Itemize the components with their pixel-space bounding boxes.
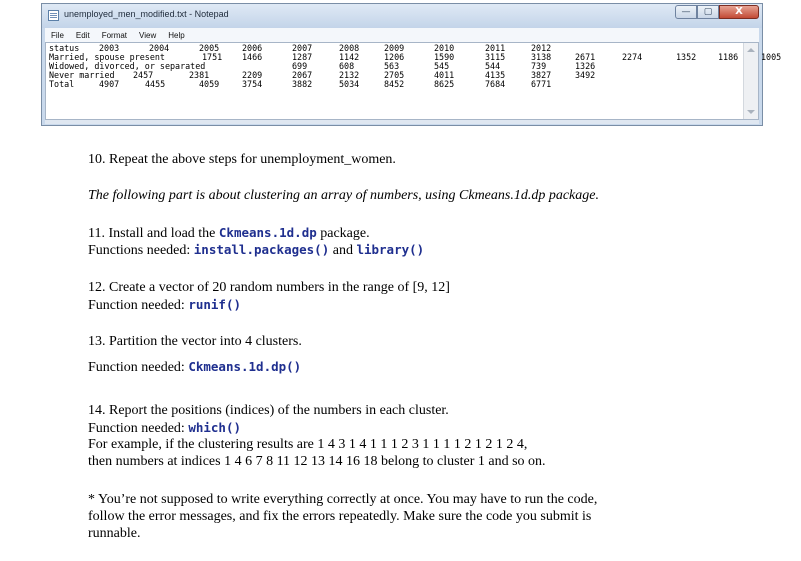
file-value: 4907 <box>99 79 120 89</box>
window-controls <box>675 5 759 20</box>
window-title: unemployed_men_modified.txt - Notepad <box>64 9 229 19</box>
file-value: 1590 <box>434 52 455 62</box>
file-row-label: Never married <box>49 70 115 80</box>
step-13-function <box>88 359 301 376</box>
library-fn: library() <box>356 242 425 257</box>
step-11-text-end: package. <box>316 226 370 241</box>
maximize-button[interactable]: ▢ <box>697 5 719 19</box>
file-value: 2005 <box>199 43 220 53</box>
file-value: 1142 <box>339 52 360 62</box>
file-value: 1206 <box>384 52 405 62</box>
menu-bar <box>45 28 759 42</box>
step-10: 10. Repeat the above steps for unemployment_women. <box>88 152 396 167</box>
functions-label: Functions needed: <box>88 243 194 258</box>
file-value: 2209 <box>242 70 263 80</box>
step-14: 14. Report the positions (indices) of the numbers in each cluster. <box>88 403 449 418</box>
file-value: 8625 <box>434 79 455 89</box>
step-11-functions <box>88 242 424 259</box>
file-value: 563 <box>384 61 400 71</box>
file-value: 739 <box>531 61 547 71</box>
file-value: 1326 <box>575 61 596 71</box>
menu-edit[interactable]: Edit <box>75 30 90 40</box>
file-value: 2010 <box>434 43 455 53</box>
example-line: For example, if the clustering results are 1 4 3 1 4 1 1 1 2 3 1 1 1 1 2 1 2 1 2 4, <box>88 437 528 452</box>
title-bar[interactable] <box>42 4 762 28</box>
file-value: 2003 <box>99 43 120 53</box>
example-line-2: then numbers at indices 1 4 6 7 8 11 12 13 14 16 18 belong to cluster 1 and so on. <box>88 454 546 469</box>
file-value: 1005 <box>761 52 782 62</box>
note-line-2: follow the error messages, and fix the errors repeatedly. Make sure the code you submit is <box>88 509 592 524</box>
scroll-down-icon[interactable] <box>747 110 755 114</box>
function-label: Function needed: <box>88 360 189 375</box>
file-value: 7684 <box>485 79 506 89</box>
file-value: 4455 <box>145 79 166 89</box>
package-name: Ckmeans.1d.dp <box>218 225 317 240</box>
file-value: 608 <box>339 61 355 71</box>
note-line-3: runnable. <box>88 526 141 541</box>
notepad-window <box>41 3 782 126</box>
install-packages-fn: install.packages() <box>193 242 330 257</box>
menu-format[interactable]: Format <box>101 30 128 40</box>
function-label: Function needed: <box>88 298 189 313</box>
file-row-label: Married, spouse present <box>49 52 165 62</box>
file-value: 2007 <box>292 43 313 53</box>
vertical-scrollbar[interactable] <box>743 43 758 119</box>
runif-fn: runif() <box>188 297 241 312</box>
file-value: 2012 <box>531 43 552 53</box>
file-value: 1186 <box>718 52 739 62</box>
function-label: Function needed: <box>88 421 189 436</box>
step-13: 13. Partition the vector into 4 clusters. <box>88 334 302 349</box>
file-value: 1466 <box>242 52 263 62</box>
file-row-label: Widowed, divorced, or separated <box>49 61 206 71</box>
file-value: 2067 <box>292 70 313 80</box>
step-11 <box>88 225 370 242</box>
file-value: 4011 <box>434 70 455 80</box>
file-value: 545 <box>434 61 450 71</box>
step-14-function <box>88 420 241 437</box>
file-value: 544 <box>485 61 501 71</box>
which-fn: which() <box>188 420 241 435</box>
file-value: 4135 <box>485 70 506 80</box>
menu-view[interactable]: View <box>139 30 157 40</box>
file-value: 3115 <box>485 52 506 62</box>
file-value: 3827 <box>531 70 552 80</box>
file-value: 2006 <box>242 43 263 53</box>
file-value: 8452 <box>384 79 405 89</box>
file-value: 5034 <box>339 79 360 89</box>
file-value: 2671 <box>575 52 596 62</box>
window-bottom-edge <box>45 120 759 124</box>
file-value: 3138 <box>531 52 552 62</box>
notepad-icon <box>48 10 59 21</box>
file-value: 1751 <box>202 52 223 62</box>
file-value: 3754 <box>242 79 263 89</box>
file-value: 2009 <box>384 43 405 53</box>
file-value: 3492 <box>575 70 596 80</box>
file-row-label: Total <box>49 79 75 89</box>
file-value: 2008 <box>339 43 360 53</box>
menu-help[interactable]: Help <box>168 30 185 40</box>
scroll-up-icon[interactable] <box>747 48 755 52</box>
close-button[interactable]: X <box>719 5 759 19</box>
ckmeans-fn: Ckmeans.1d.dp() <box>188 359 302 374</box>
note-line-1: * You’re not supposed to write everything correctly at once. You may have to run the code, <box>88 492 598 507</box>
file-value: 2381 <box>189 70 210 80</box>
and-text: and <box>329 243 357 258</box>
file-value: 3882 <box>292 79 313 89</box>
minimize-button[interactable]: — <box>675 5 697 19</box>
text-editor-area[interactable] <box>45 42 782 120</box>
clustering-intro: The following part is about clustering an array of numbers, using Ckmeans.1d.dp package. <box>88 188 599 203</box>
menu-file[interactable]: File <box>51 30 64 40</box>
file-value: 2011 <box>485 43 506 53</box>
step-12: 12. Create a vector of 20 random numbers in the range of [9, 12] <box>88 280 450 295</box>
file-value: 2705 <box>384 70 405 80</box>
step-11-text: 11. Install and load the <box>88 226 219 241</box>
step-12-function <box>88 297 241 314</box>
file-value: 6771 <box>531 79 552 89</box>
file-value: 2132 <box>339 70 360 80</box>
file-value: 1287 <box>292 52 313 62</box>
file-value: 699 <box>292 61 308 71</box>
file-value: 2004 <box>149 43 170 53</box>
file-row-label: status <box>49 43 80 53</box>
file-value: 4059 <box>199 79 220 89</box>
file-value: 2274 <box>622 52 643 62</box>
file-value: 2457 <box>133 70 154 80</box>
file-value: 1352 <box>676 52 697 62</box>
